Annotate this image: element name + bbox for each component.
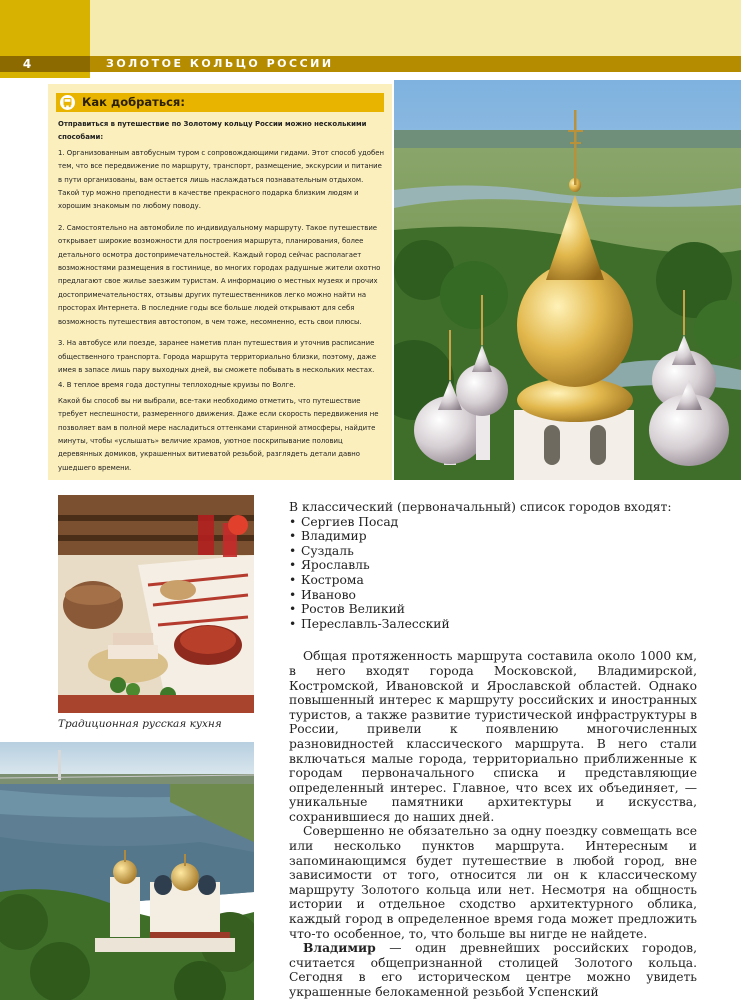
city-list [289,515,697,632]
bus-icon [60,95,75,110]
city-list-item: • Иваново [289,588,697,603]
body-paragraph-1: Общая протяженность маршрута составила около 1000 км, в него входят города Московской, Владимирской, Костромской, Ивановской и Ярославской областей. Однако повышенный интерес к маршруту российских и иностранных туристов, а также развитие туристической инфраструктуры в России, привели к появлению многочисленных разновидностей классического маршрута. В него стали включаться малые города, территориально приближенные к городам первоначального списка и представляющие определенный интерес. Главное, что всех их объединяет, — уникальные памятники архитектуры и искусства, сохранившиеся до наших дней. [289,649,697,824]
city-list-item: • Владимир [289,529,697,544]
photo-golden-domes [394,80,741,480]
section-title: ЗОЛОТОЕ КОЛЬЦО РОССИИ [106,57,334,70]
info-box-item-1: 1. Организованным автобусным туром с сопровождающими гидами. Этот способ удобен тем, что все передвижение по маршруту, транспорт, размещение, экскурсии и питание в пути организованы, вам остается лишь наслаждаться познавательным отдыхом. Такой тур можно преподнести в качестве прекрасного подарка близким людям и хорошим знакомым по любому поводу. [58,148,385,211]
vladimir-lead: Владимир [303,940,376,956]
info-box-title: Как добраться: [82,95,185,109]
info-box-item-3: 3. На автобусе или поезде, заранее наметив план путешествия и уточнив расписание общественного транспорта. Города маршрута территориально близки, поэтому, даже имея в запасе лишь пару выходных дней, вы сможете побывать в нескольких местах. [58,339,377,374]
city-list-item: • Ростов Великий [289,602,697,617]
city-list-item: • Переславль-Залесский [289,617,697,632]
body-paragraph-3 [289,941,697,999]
city-list-item: • Кострома [289,573,697,588]
info-box-intro: Отправиться в путешествие по Золотому кольцу России можно несколькими способами: [58,120,367,142]
city-list-item: • Сергиев Посад [289,515,697,530]
page-number: 4 [0,56,90,72]
city-list-intro: В классический (первоначальный) список городов входят: [289,500,672,514]
header-light-band [90,0,741,56]
food-photo-caption: Традиционная русская кухня [58,718,222,730]
body-paragraph-3-text: — один древнейших российских городов, считается общепризнанной столицей Золотого кольца. Сегодня в его историческом центре можно увидеть украшенные белокаменной резьбой Успенский [289,941,697,999]
city-list-item: • Ярославль [289,558,697,573]
photo-river-monastery [0,742,254,1000]
info-box-closing: Какой бы способ вы ни выбрали, все-таки необходимо отметить, что путешествие требует неспешности, размеренного движения. Даже если скорость передвижения не позволяет вам в полной мере насладиться оттенками старинной атмосферы, найдите минуты, чтобы «услышать» величие храмов, уютное поскрипывание половиц деревянных домиков, украшенных витиеватой резьбой, разглядеть детали давно ушедшего времени. [58,396,379,472]
city-list-item: • Суздаль [289,544,697,559]
photo-traditional-food [58,495,254,713]
info-box-item-4: 4. В теплое время года доступны теплоходные круизы по Волге. [58,381,296,390]
info-box-body [58,118,386,483]
info-box-item-2: 2. Самостоятельно на автомобиле по индивидуальному маршруту. Такое путешествие открывает широкие возможности для построения маршрута, планирования, более детального осмотра достопримечательностей. Каждый город сейчас располагает возможностями размещения в гостинице, во многих городах радушные жители охотно предлагают свое жилье заезжим туристам. А информацию о местных музеях и прочих достопримечательностях, отзывы других путешественников легко можно найти на просторах Интернета. В последние годы все больше людей открывают для себя возможность путешествия автостопом, в чем тоже, несомненно, есть свои плюсы. [58,223,381,326]
body-paragraph-2: Совершенно не обязательно за одну поездку совмещать все или несколько пунктов маршрута. Интересным и запоминающимся будет путешествие в любой город, вне зависимости от того, относится ли он к классическому маршруту Золотого кольца или нет. Несмотря на общность истории и отдельное сходство архитектурного облика, каждый город в определенное время года может предложить что-то особенное, то, что больше вы нигде не найдете. [289,824,697,941]
main-text-column [289,500,697,1000]
